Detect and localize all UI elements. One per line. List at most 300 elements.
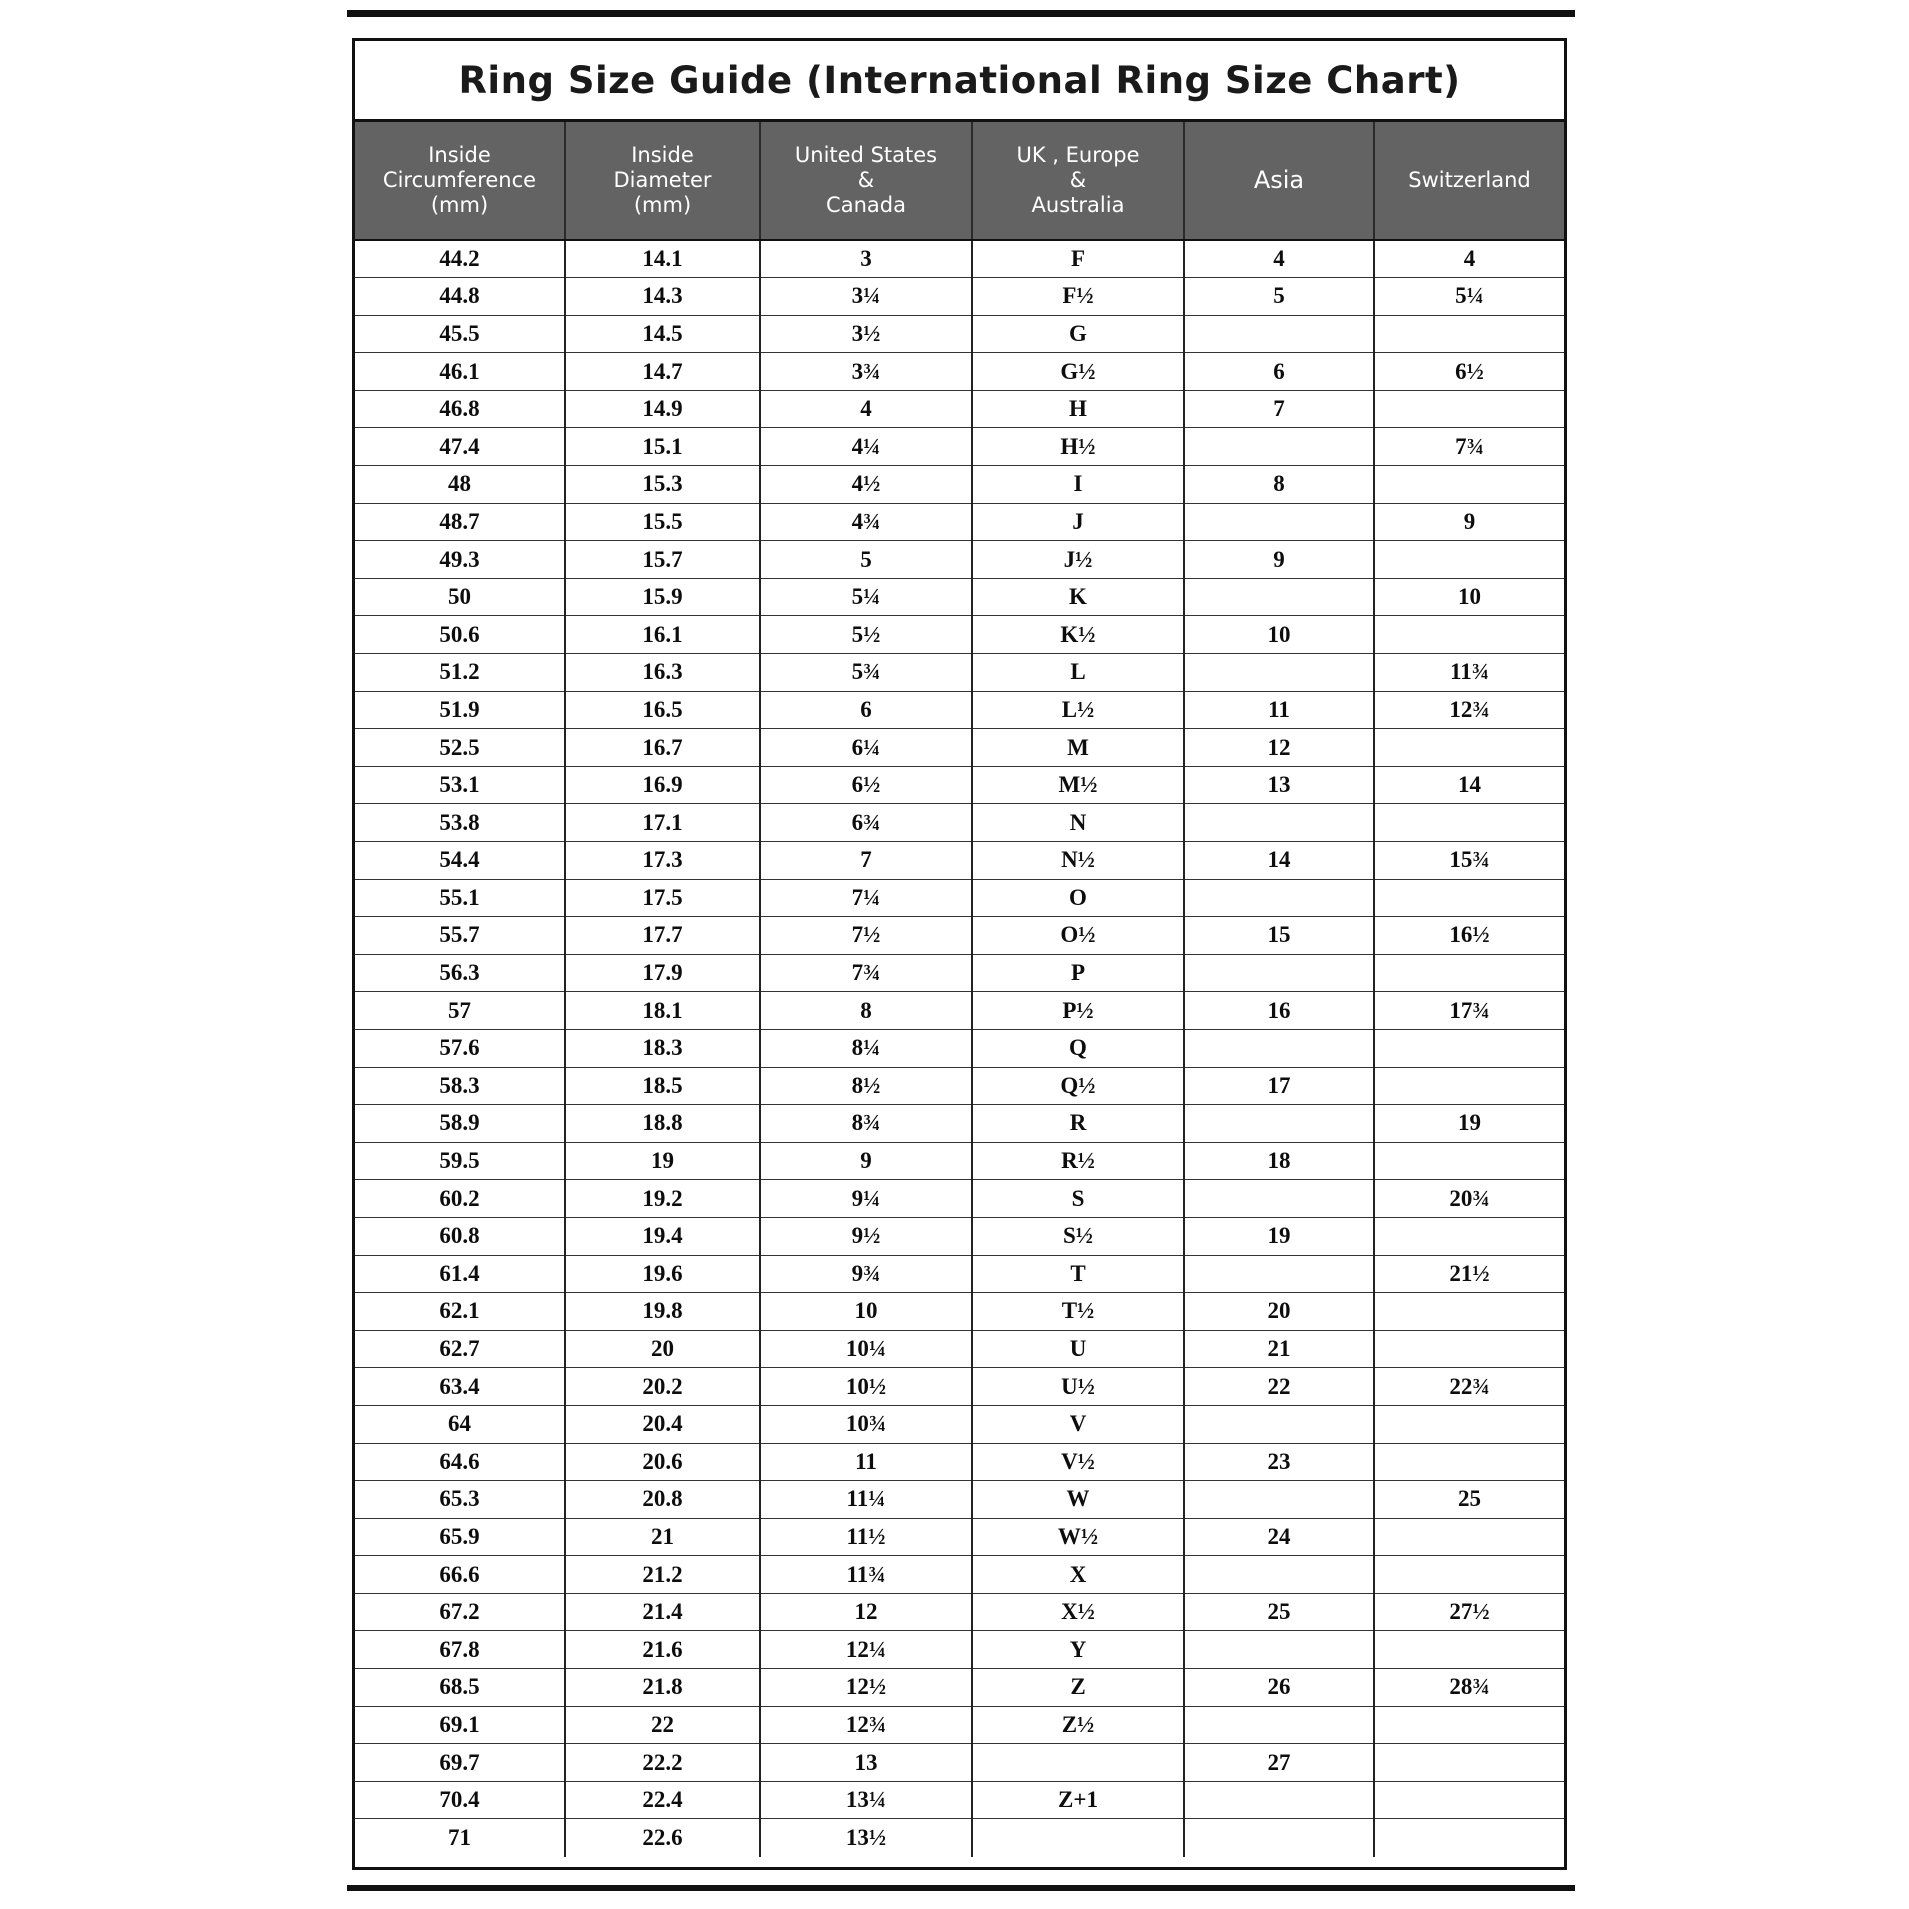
cell-diameter: 19.8 bbox=[565, 1293, 760, 1331]
cell-switzerland bbox=[1374, 390, 1564, 428]
cell-uk-europe-australia: R½ bbox=[972, 1142, 1184, 1180]
cell-circumference: 48 bbox=[355, 466, 565, 504]
cell-diameter: 16.5 bbox=[565, 691, 760, 729]
cell-circumference: 51.9 bbox=[355, 691, 565, 729]
cell-asia: 6 bbox=[1184, 353, 1374, 391]
table-row bbox=[355, 992, 1564, 1030]
cell-diameter: 22.6 bbox=[565, 1819, 760, 1857]
cell-uk-europe-australia: M½ bbox=[972, 766, 1184, 804]
table-row bbox=[355, 1180, 1564, 1218]
column-header-uk-europe-australia: UK , Europe & Australia bbox=[972, 122, 1184, 240]
table-row bbox=[355, 804, 1564, 842]
cell-circumference: 53.8 bbox=[355, 804, 565, 842]
cell-uk-europe-australia: Y bbox=[972, 1631, 1184, 1669]
cell-diameter: 19.4 bbox=[565, 1217, 760, 1255]
table-row bbox=[355, 1518, 1564, 1556]
cell-switzerland: 6½ bbox=[1374, 353, 1564, 391]
table-row bbox=[355, 1368, 1564, 1406]
cell-uk-europe-australia: H bbox=[972, 390, 1184, 428]
table-row bbox=[355, 1556, 1564, 1594]
cell-switzerland bbox=[1374, 1781, 1564, 1819]
table-row bbox=[355, 466, 1564, 504]
cell-circumference: 69.7 bbox=[355, 1744, 565, 1782]
cell-uk-europe-australia: P½ bbox=[972, 992, 1184, 1030]
cell-switzerland: 12¾ bbox=[1374, 691, 1564, 729]
cell-diameter: 21.4 bbox=[565, 1593, 760, 1631]
cell-switzerland: 9 bbox=[1374, 503, 1564, 541]
cell-us-canada: 3¼ bbox=[760, 278, 972, 316]
cell-circumference: 50.6 bbox=[355, 616, 565, 654]
cell-uk-europe-australia: V½ bbox=[972, 1443, 1184, 1481]
cell-circumference: 44.8 bbox=[355, 278, 565, 316]
cell-us-canada: 4¼ bbox=[760, 428, 972, 466]
table-row bbox=[355, 1405, 1564, 1443]
cell-us-canada: 6 bbox=[760, 691, 972, 729]
table-row bbox=[355, 917, 1564, 955]
cell-asia: 24 bbox=[1184, 1518, 1374, 1556]
cell-uk-europe-australia: W bbox=[972, 1481, 1184, 1519]
cell-circumference: 66.6 bbox=[355, 1556, 565, 1594]
cell-diameter: 15.5 bbox=[565, 503, 760, 541]
cell-diameter: 21.6 bbox=[565, 1631, 760, 1669]
page-bottom-rule bbox=[347, 1885, 1575, 1891]
cell-switzerland: 14 bbox=[1374, 766, 1564, 804]
cell-asia: 11 bbox=[1184, 691, 1374, 729]
cell-circumference: 44.2 bbox=[355, 240, 565, 278]
cell-us-canada: 4½ bbox=[760, 466, 972, 504]
cell-asia bbox=[1184, 315, 1374, 353]
cell-diameter: 16.7 bbox=[565, 729, 760, 767]
cell-circumference: 58.3 bbox=[355, 1067, 565, 1105]
cell-diameter: 21.8 bbox=[565, 1669, 760, 1707]
cell-circumference: 67.2 bbox=[355, 1593, 565, 1631]
table-row bbox=[355, 729, 1564, 767]
cell-circumference: 56.3 bbox=[355, 954, 565, 992]
cell-us-canada: 4¾ bbox=[760, 503, 972, 541]
cell-switzerland: 28¾ bbox=[1374, 1669, 1564, 1707]
cell-circumference: 46.8 bbox=[355, 390, 565, 428]
cell-uk-europe-australia: Z+1 bbox=[972, 1781, 1184, 1819]
cell-diameter: 18.3 bbox=[565, 1029, 760, 1067]
cell-diameter: 17.5 bbox=[565, 879, 760, 917]
cell-switzerland: 20¾ bbox=[1374, 1180, 1564, 1218]
cell-uk-europe-australia bbox=[972, 1819, 1184, 1857]
cell-switzerland bbox=[1374, 1443, 1564, 1481]
cell-circumference: 48.7 bbox=[355, 503, 565, 541]
cell-circumference: 65.3 bbox=[355, 1481, 565, 1519]
cell-us-canada: 8¼ bbox=[760, 1029, 972, 1067]
cell-asia bbox=[1184, 1819, 1374, 1857]
cell-circumference: 59.5 bbox=[355, 1142, 565, 1180]
cell-us-canada: 11¼ bbox=[760, 1481, 972, 1519]
cell-asia: 27 bbox=[1184, 1744, 1374, 1782]
cell-us-canada: 9¾ bbox=[760, 1255, 972, 1293]
cell-us-canada: 3½ bbox=[760, 315, 972, 353]
cell-switzerland bbox=[1374, 1631, 1564, 1669]
table-row bbox=[355, 1029, 1564, 1067]
cell-circumference: 63.4 bbox=[355, 1368, 565, 1406]
cell-diameter: 14.3 bbox=[565, 278, 760, 316]
cell-asia bbox=[1184, 1105, 1374, 1143]
cell-us-canada: 6¼ bbox=[760, 729, 972, 767]
cell-circumference: 53.1 bbox=[355, 766, 565, 804]
cell-us-canada: 5¼ bbox=[760, 578, 972, 616]
cell-diameter: 14.1 bbox=[565, 240, 760, 278]
cell-diameter: 20.8 bbox=[565, 1481, 760, 1519]
cell-switzerland: 17¾ bbox=[1374, 992, 1564, 1030]
cell-circumference: 60.2 bbox=[355, 1180, 565, 1218]
table-row bbox=[355, 1217, 1564, 1255]
cell-asia bbox=[1184, 1029, 1374, 1067]
cell-circumference: 51.2 bbox=[355, 654, 565, 692]
cell-diameter: 15.1 bbox=[565, 428, 760, 466]
cell-us-canada: 3 bbox=[760, 240, 972, 278]
cell-asia bbox=[1184, 1556, 1374, 1594]
table-row bbox=[355, 578, 1564, 616]
cell-uk-europe-australia: O½ bbox=[972, 917, 1184, 955]
column-header-us-canada: United States & Canada bbox=[760, 122, 972, 240]
cell-asia: 7 bbox=[1184, 390, 1374, 428]
table-row bbox=[355, 541, 1564, 579]
table-row bbox=[355, 954, 1564, 992]
cell-switzerland: 16½ bbox=[1374, 917, 1564, 955]
cell-circumference: 54.4 bbox=[355, 842, 565, 880]
table-row bbox=[355, 1443, 1564, 1481]
cell-asia: 5 bbox=[1184, 278, 1374, 316]
cell-uk-europe-australia: N bbox=[972, 804, 1184, 842]
table-row bbox=[355, 1105, 1564, 1143]
page-top-rule bbox=[347, 10, 1575, 17]
cell-uk-europe-australia: L bbox=[972, 654, 1184, 692]
page-title: Ring Size Guide (International Ring Size Chart) bbox=[458, 58, 1461, 102]
cell-asia bbox=[1184, 954, 1374, 992]
table-header bbox=[355, 122, 1564, 240]
ring-size-chart-sheet bbox=[352, 38, 1567, 1870]
cell-uk-europe-australia: J½ bbox=[972, 541, 1184, 579]
cell-diameter: 14.7 bbox=[565, 353, 760, 391]
table-row bbox=[355, 616, 1564, 654]
cell-uk-europe-australia: G½ bbox=[972, 353, 1184, 391]
cell-circumference: 65.9 bbox=[355, 1518, 565, 1556]
cell-asia bbox=[1184, 1631, 1374, 1669]
cell-circumference: 70.4 bbox=[355, 1781, 565, 1819]
table-body bbox=[355, 240, 1564, 1857]
table-row bbox=[355, 1669, 1564, 1707]
table-row bbox=[355, 1481, 1564, 1519]
table-header-row bbox=[355, 122, 1564, 240]
table-row bbox=[355, 240, 1564, 278]
cell-circumference: 46.1 bbox=[355, 353, 565, 391]
cell-switzerland bbox=[1374, 954, 1564, 992]
cell-uk-europe-australia: Z bbox=[972, 1669, 1184, 1707]
cell-switzerland bbox=[1374, 804, 1564, 842]
cell-asia: 23 bbox=[1184, 1443, 1374, 1481]
chart-title-bar bbox=[355, 41, 1564, 122]
cell-diameter: 20.6 bbox=[565, 1443, 760, 1481]
cell-asia: 15 bbox=[1184, 917, 1374, 955]
cell-circumference: 60.8 bbox=[355, 1217, 565, 1255]
cell-us-canada: 11¾ bbox=[760, 1556, 972, 1594]
cell-us-canada: 12¼ bbox=[760, 1631, 972, 1669]
cell-switzerland bbox=[1374, 466, 1564, 504]
table-row bbox=[355, 691, 1564, 729]
cell-diameter: 15.3 bbox=[565, 466, 760, 504]
cell-diameter: 22.2 bbox=[565, 1744, 760, 1782]
cell-uk-europe-australia: U½ bbox=[972, 1368, 1184, 1406]
table-row bbox=[355, 766, 1564, 804]
cell-switzerland: 22¾ bbox=[1374, 1368, 1564, 1406]
cell-us-canada: 5 bbox=[760, 541, 972, 579]
table-row bbox=[355, 503, 1564, 541]
cell-us-canada: 10½ bbox=[760, 1368, 972, 1406]
cell-asia: 19 bbox=[1184, 1217, 1374, 1255]
cell-switzerland: 25 bbox=[1374, 1481, 1564, 1519]
cell-us-canada: 6¾ bbox=[760, 804, 972, 842]
cell-asia: 8 bbox=[1184, 466, 1374, 504]
cell-circumference: 64.6 bbox=[355, 1443, 565, 1481]
cell-asia: 14 bbox=[1184, 842, 1374, 880]
cell-diameter: 16.3 bbox=[565, 654, 760, 692]
cell-circumference: 61.4 bbox=[355, 1255, 565, 1293]
cell-diameter: 18.8 bbox=[565, 1105, 760, 1143]
cell-circumference: 45.5 bbox=[355, 315, 565, 353]
cell-us-canada: 7 bbox=[760, 842, 972, 880]
cell-diameter: 16.1 bbox=[565, 616, 760, 654]
cell-diameter: 15.9 bbox=[565, 578, 760, 616]
cell-diameter: 17.3 bbox=[565, 842, 760, 880]
cell-us-canada: 13 bbox=[760, 1744, 972, 1782]
column-header-inside-circumference: Inside Circumference (mm) bbox=[355, 122, 565, 240]
table-row bbox=[355, 1293, 1564, 1331]
cell-circumference: 50 bbox=[355, 578, 565, 616]
cell-circumference: 52.5 bbox=[355, 729, 565, 767]
table-row bbox=[355, 353, 1564, 391]
cell-uk-europe-australia: T bbox=[972, 1255, 1184, 1293]
cell-asia: 21 bbox=[1184, 1330, 1374, 1368]
cell-asia bbox=[1184, 1481, 1374, 1519]
cell-us-canada: 8½ bbox=[760, 1067, 972, 1105]
cell-uk-europe-australia: X½ bbox=[972, 1593, 1184, 1631]
column-header-switzerland: Switzerland bbox=[1374, 122, 1564, 240]
column-header-inside-diameter: Inside Diameter (mm) bbox=[565, 122, 760, 240]
cell-us-canada: 12½ bbox=[760, 1669, 972, 1707]
cell-uk-europe-australia: Q½ bbox=[972, 1067, 1184, 1105]
cell-us-canada: 12¾ bbox=[760, 1706, 972, 1744]
cell-switzerland bbox=[1374, 729, 1564, 767]
table-row bbox=[355, 1593, 1564, 1631]
cell-circumference: 64 bbox=[355, 1405, 565, 1443]
cell-circumference: 62.7 bbox=[355, 1330, 565, 1368]
cell-circumference: 57 bbox=[355, 992, 565, 1030]
cell-uk-europe-australia: F½ bbox=[972, 278, 1184, 316]
cell-switzerland bbox=[1374, 616, 1564, 654]
cell-switzerland bbox=[1374, 541, 1564, 579]
cell-uk-europe-australia: H½ bbox=[972, 428, 1184, 466]
cell-uk-europe-australia: W½ bbox=[972, 1518, 1184, 1556]
cell-us-canada: 6½ bbox=[760, 766, 972, 804]
cell-us-canada: 11½ bbox=[760, 1518, 972, 1556]
table-row bbox=[355, 1781, 1564, 1819]
cell-asia: 22 bbox=[1184, 1368, 1374, 1406]
cell-switzerland bbox=[1374, 1819, 1564, 1857]
cell-uk-europe-australia: Q bbox=[972, 1029, 1184, 1067]
cell-switzerland bbox=[1374, 1029, 1564, 1067]
table-row bbox=[355, 315, 1564, 353]
cell-us-canada: 7¾ bbox=[760, 954, 972, 992]
cell-switzerland bbox=[1374, 1067, 1564, 1105]
cell-asia bbox=[1184, 1706, 1374, 1744]
table-row bbox=[355, 1744, 1564, 1782]
table-row bbox=[355, 1330, 1564, 1368]
table-row bbox=[355, 879, 1564, 917]
cell-us-canada: 8¾ bbox=[760, 1105, 972, 1143]
cell-circumference: 49.3 bbox=[355, 541, 565, 579]
table-row bbox=[355, 278, 1564, 316]
cell-uk-europe-australia: G bbox=[972, 315, 1184, 353]
cell-us-canada: 9¼ bbox=[760, 1180, 972, 1218]
cell-asia bbox=[1184, 503, 1374, 541]
cell-asia: 16 bbox=[1184, 992, 1374, 1030]
cell-us-canada: 4 bbox=[760, 390, 972, 428]
cell-asia: 25 bbox=[1184, 1593, 1374, 1631]
cell-circumference: 62.1 bbox=[355, 1293, 565, 1331]
cell-asia bbox=[1184, 428, 1374, 466]
cell-circumference: 55.1 bbox=[355, 879, 565, 917]
cell-switzerland: 10 bbox=[1374, 578, 1564, 616]
cell-circumference: 71 bbox=[355, 1819, 565, 1857]
cell-diameter: 15.7 bbox=[565, 541, 760, 579]
cell-asia bbox=[1184, 654, 1374, 692]
cell-uk-europe-australia: K½ bbox=[972, 616, 1184, 654]
cell-uk-europe-australia: I bbox=[972, 466, 1184, 504]
cell-diameter: 17.1 bbox=[565, 804, 760, 842]
ring-size-table bbox=[355, 122, 1564, 1857]
table-row bbox=[355, 1706, 1564, 1744]
cell-asia: 26 bbox=[1184, 1669, 1374, 1707]
table-row bbox=[355, 1142, 1564, 1180]
cell-circumference: 55.7 bbox=[355, 917, 565, 955]
cell-switzerland bbox=[1374, 1405, 1564, 1443]
cell-us-canada: 13½ bbox=[760, 1819, 972, 1857]
cell-switzerland: 4 bbox=[1374, 240, 1564, 278]
cell-circumference: 68.5 bbox=[355, 1669, 565, 1707]
table-row bbox=[355, 1255, 1564, 1293]
table-row bbox=[355, 1067, 1564, 1105]
cell-asia bbox=[1184, 1180, 1374, 1218]
cell-uk-europe-australia: L½ bbox=[972, 691, 1184, 729]
cell-us-canada: 7¼ bbox=[760, 879, 972, 917]
cell-uk-europe-australia: O bbox=[972, 879, 1184, 917]
cell-diameter: 19.6 bbox=[565, 1255, 760, 1293]
cell-switzerland: 11¾ bbox=[1374, 654, 1564, 692]
cell-uk-europe-australia bbox=[972, 1744, 1184, 1782]
cell-asia: 4 bbox=[1184, 240, 1374, 278]
cell-switzerland: 27½ bbox=[1374, 1593, 1564, 1631]
cell-switzerland bbox=[1374, 1293, 1564, 1331]
cell-asia bbox=[1184, 879, 1374, 917]
cell-uk-europe-australia: M bbox=[972, 729, 1184, 767]
cell-us-canada: 5½ bbox=[760, 616, 972, 654]
cell-switzerland bbox=[1374, 1556, 1564, 1594]
cell-uk-europe-australia: X bbox=[972, 1556, 1184, 1594]
cell-switzerland bbox=[1374, 1706, 1564, 1744]
cell-diameter: 20 bbox=[565, 1330, 760, 1368]
cell-diameter: 20.4 bbox=[565, 1405, 760, 1443]
cell-asia bbox=[1184, 1405, 1374, 1443]
table-row bbox=[355, 1819, 1564, 1857]
cell-asia: 20 bbox=[1184, 1293, 1374, 1331]
cell-asia: 12 bbox=[1184, 729, 1374, 767]
column-header-asia: Asia bbox=[1184, 122, 1374, 240]
cell-us-canada: 9½ bbox=[760, 1217, 972, 1255]
cell-asia bbox=[1184, 578, 1374, 616]
cell-switzerland: 21½ bbox=[1374, 1255, 1564, 1293]
cell-asia bbox=[1184, 804, 1374, 842]
table-row bbox=[355, 654, 1564, 692]
cell-diameter: 19.2 bbox=[565, 1180, 760, 1218]
cell-asia bbox=[1184, 1255, 1374, 1293]
cell-switzerland bbox=[1374, 1744, 1564, 1782]
cell-switzerland: 5¼ bbox=[1374, 278, 1564, 316]
cell-diameter: 20.2 bbox=[565, 1368, 760, 1406]
cell-diameter: 21 bbox=[565, 1518, 760, 1556]
cell-circumference: 47.4 bbox=[355, 428, 565, 466]
cell-switzerland: 15¾ bbox=[1374, 842, 1564, 880]
cell-uk-europe-australia: S bbox=[972, 1180, 1184, 1218]
cell-diameter: 16.9 bbox=[565, 766, 760, 804]
cell-asia: 13 bbox=[1184, 766, 1374, 804]
cell-us-canada: 11 bbox=[760, 1443, 972, 1481]
cell-diameter: 18.1 bbox=[565, 992, 760, 1030]
cell-circumference: 57.6 bbox=[355, 1029, 565, 1067]
cell-switzerland: 7¾ bbox=[1374, 428, 1564, 466]
cell-asia bbox=[1184, 1781, 1374, 1819]
table-row bbox=[355, 842, 1564, 880]
cell-us-canada: 10¾ bbox=[760, 1405, 972, 1443]
cell-diameter: 14.5 bbox=[565, 315, 760, 353]
table-row bbox=[355, 390, 1564, 428]
cell-uk-europe-australia: P bbox=[972, 954, 1184, 992]
cell-uk-europe-australia: F bbox=[972, 240, 1184, 278]
cell-uk-europe-australia: S½ bbox=[972, 1217, 1184, 1255]
cell-diameter: 22 bbox=[565, 1706, 760, 1744]
cell-us-canada: 3¾ bbox=[760, 353, 972, 391]
cell-switzerland bbox=[1374, 315, 1564, 353]
cell-diameter: 18.5 bbox=[565, 1067, 760, 1105]
table-row bbox=[355, 1631, 1564, 1669]
cell-us-canada: 9 bbox=[760, 1142, 972, 1180]
cell-switzerland bbox=[1374, 1142, 1564, 1180]
cell-diameter: 21.2 bbox=[565, 1556, 760, 1594]
cell-diameter: 17.7 bbox=[565, 917, 760, 955]
cell-asia: 18 bbox=[1184, 1142, 1374, 1180]
cell-us-canada: 10¼ bbox=[760, 1330, 972, 1368]
cell-uk-europe-australia: N½ bbox=[972, 842, 1184, 880]
cell-uk-europe-australia: U bbox=[972, 1330, 1184, 1368]
cell-uk-europe-australia: V bbox=[972, 1405, 1184, 1443]
cell-switzerland bbox=[1374, 1330, 1564, 1368]
cell-switzerland: 19 bbox=[1374, 1105, 1564, 1143]
cell-asia: 10 bbox=[1184, 616, 1374, 654]
cell-us-canada: 5¾ bbox=[760, 654, 972, 692]
cell-us-canada: 7½ bbox=[760, 917, 972, 955]
cell-circumference: 58.9 bbox=[355, 1105, 565, 1143]
cell-switzerland bbox=[1374, 1217, 1564, 1255]
cell-us-canada: 12 bbox=[760, 1593, 972, 1631]
cell-us-canada: 13¼ bbox=[760, 1781, 972, 1819]
cell-diameter: 17.9 bbox=[565, 954, 760, 992]
table-row bbox=[355, 428, 1564, 466]
